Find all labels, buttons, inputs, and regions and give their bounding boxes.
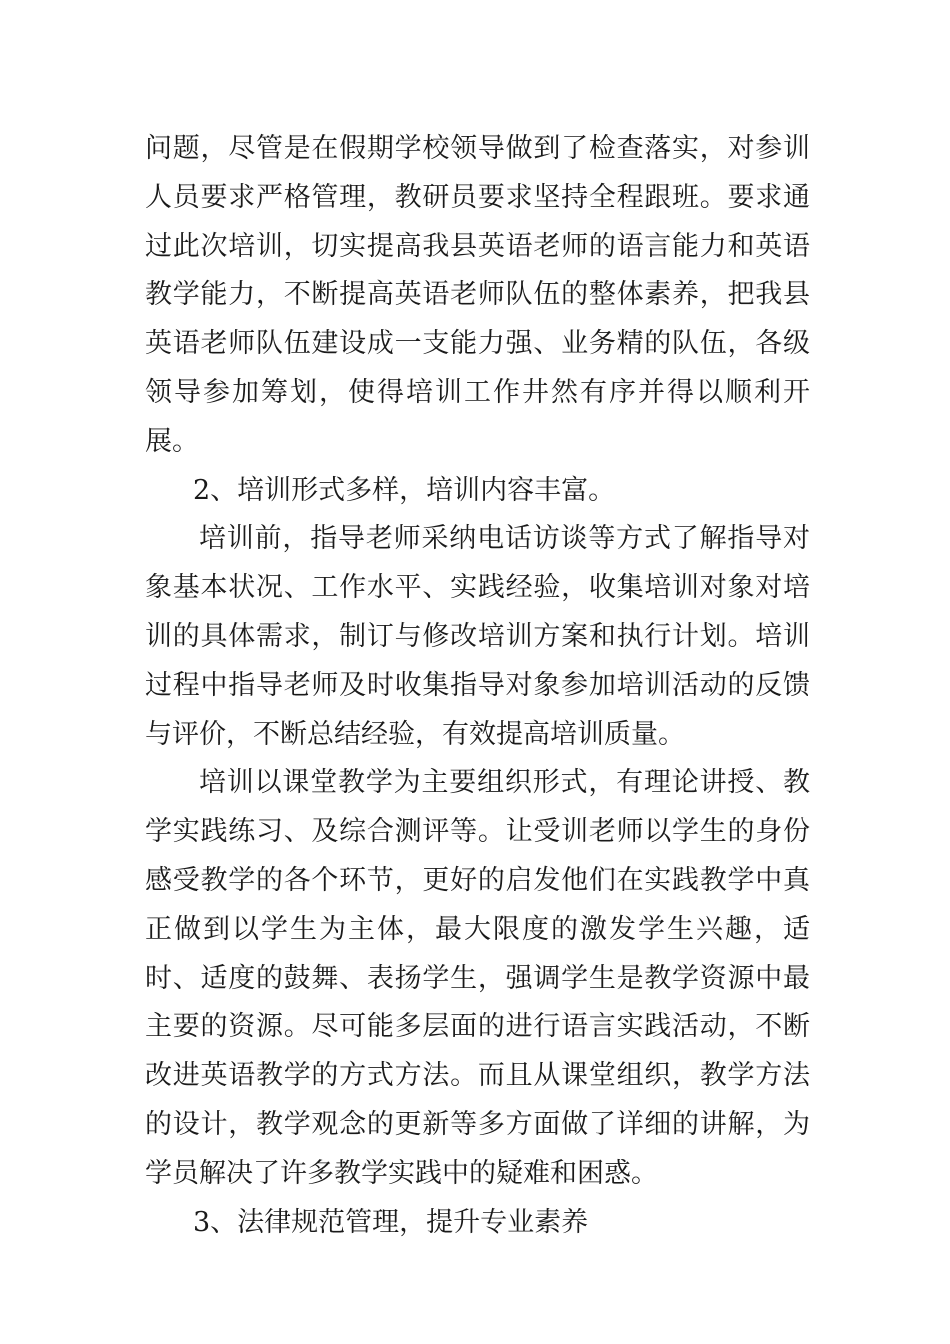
section-heading-2: 2、培训形式多样，培训内容丰富。 (193, 474, 616, 506)
document-body (145, 125, 810, 1247)
paragraph-classroom-teaching: 培训以课堂教学为主要组织形式，有理论讲授、教学实践练习、及综合测评等。让受训老师以学生的身份感受教学的各个环节，更好的启发他们在实践教学中真正做到以学生为主体，最大限度的激发学生兴趣，适时、适度的鼓舞、表扬学生，强调学生是教学资源中最主要的资源。尽可能多层面的进行语言实践活动，不断改进英语教学的方式方法。而且从课堂组织，教学方法的设计，教学观念的更新等多方面做了详细的讲解，为学员解决了许多教学实践中的疑难和困惑。 (145, 767, 810, 1189)
section-heading-3: 3、法律规范管理，提升专业素养 (193, 1206, 589, 1238)
paragraph-training-before: 培训前，指导老师采纳电话访谈等方式了解指导对象基本状况、工作水平、实践经验，收集培训对象对培训的具体需求，制订与修改培训方案和执行计划。培训过程中指导老师及时收集指导对象参加培训活动的反馈与评价，不断总结经验，有效提高培训质量。 (145, 523, 810, 750)
paragraph-continuation: 问题，尽管是在假期学校领导做到了检查落实，对参训人员要求严格管理，教研员要求坚持全程跟班。要求通过此次培训，切实提高我县英语老师的语言能力和英语教学能力，不断提高英语老师队伍的整体素养，把我县英语老师队伍建设成一支能力强、业务精的队伍，各级领导参加筹划，使得培训工作井然有序并得以顺利开展。 (145, 133, 810, 457)
